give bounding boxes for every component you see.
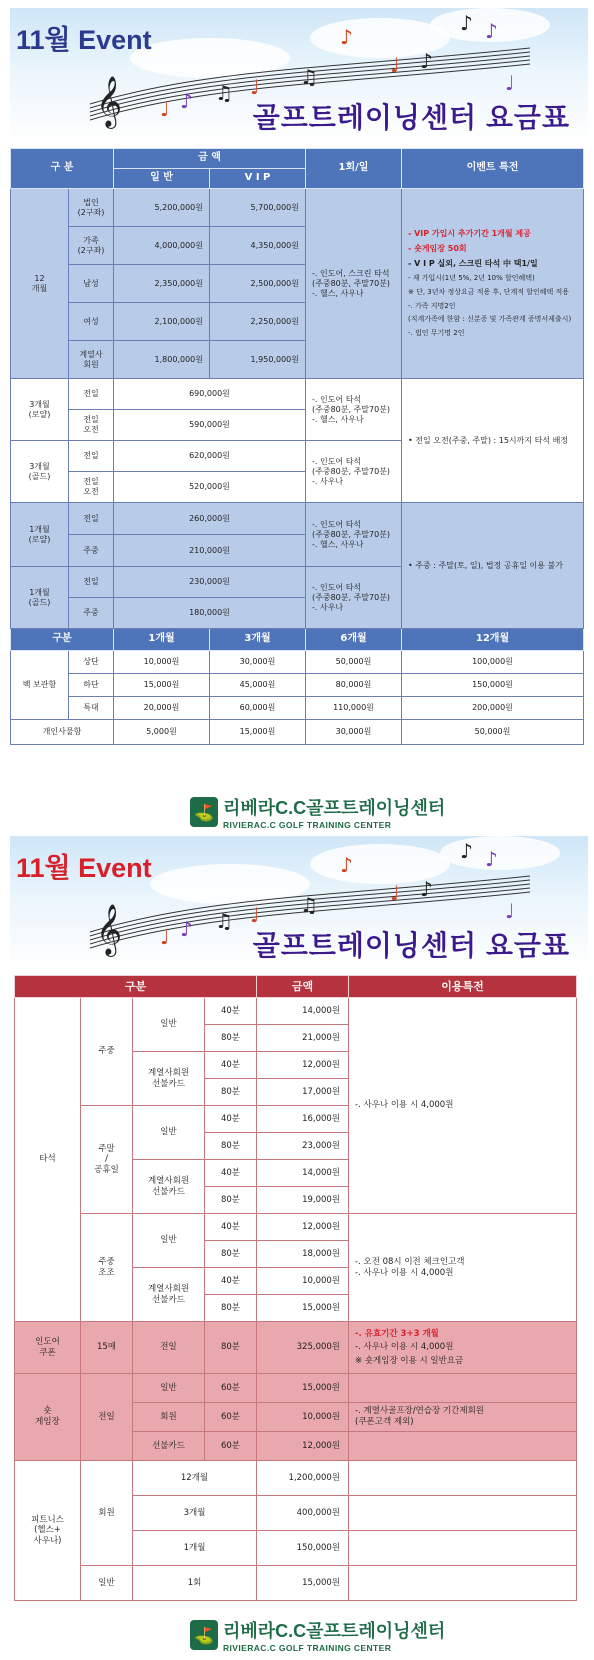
price: 60,000원: [210, 697, 306, 720]
svg-text:♩: ♩: [390, 881, 400, 905]
benefit-empty: [349, 1531, 577, 1566]
price: 15,000원: [210, 720, 306, 745]
category-fitness: 피트니스 (헬스+ 사우나): [15, 1461, 81, 1601]
price: 230,000원: [114, 567, 306, 598]
duration: 40분: [205, 998, 257, 1025]
svg-text:♪: ♪: [460, 11, 473, 35]
event-benefits: • 전일 오전(주중, 주말) : 15시까지 타석 배정: [402, 379, 584, 503]
price: 260,000원: [114, 503, 306, 535]
header-vip: V I P: [210, 169, 306, 189]
duration: 60분: [205, 1432, 257, 1461]
header-benefit: 이벤트 특전: [402, 149, 584, 189]
category-short-game: 숏 게임장: [15, 1374, 81, 1461]
benefit-line: -. 유효기간 3+3 개월: [355, 1328, 439, 1339]
svg-text:♩: ♩: [250, 75, 260, 99]
svg-text:♫: ♫: [300, 893, 318, 917]
benefit-empty: [349, 1496, 577, 1531]
header-group: 구 분: [11, 149, 114, 189]
price: 14,000원: [257, 1160, 349, 1187]
benefit: -. 계열사골프장/연습장 기간제회원 (쿠폰고객 제외): [349, 1403, 577, 1432]
benefit-line: - VIP 가입시 추가기간 1개월 제공: [408, 229, 531, 239]
price: 110,000원: [306, 697, 402, 720]
locker-position: 상단: [69, 651, 114, 674]
membership-price-table: [10, 148, 584, 745]
logo-english: RIVIERAC.C GOLF TRAINING CENTER: [223, 1643, 392, 1653]
duration: 80분: [205, 1079, 257, 1106]
duration: 80분: [205, 1322, 257, 1374]
locker-position: 특대: [69, 697, 114, 720]
page-title: 골프트레이닝센터 요금표: [252, 102, 570, 133]
page-title: 골프트레이닝센터 요금표: [252, 930, 570, 961]
price: 200,000원: [402, 697, 584, 720]
day-type: 주중: [81, 998, 133, 1106]
price: 18,000원: [257, 1241, 349, 1268]
price: 10,000원: [257, 1268, 349, 1295]
price-general: 5,200,000원: [114, 189, 210, 227]
svg-text:♪: ♪: [180, 89, 193, 113]
price: 80,000원: [306, 674, 402, 697]
period: 1개월: [133, 1531, 257, 1566]
price: 50,000원: [306, 651, 402, 674]
logo-korean: 리베라C.C골프트레이닝센터: [223, 1621, 446, 1641]
duration: 40분: [205, 1106, 257, 1133]
price: 15,000원: [257, 1566, 349, 1601]
locker-position: 하단: [69, 674, 114, 697]
benefit-line: ※ 단, 3년차 정상요금 적용 후, 단계적 할인혜택 적용: [408, 287, 570, 296]
price: 15,000원: [114, 674, 210, 697]
daily-benefit: -. 인도어 타석 (주중80분, 주말70분) -. 헬스, 사우나: [306, 503, 402, 567]
price-vip: 2,500,000원: [210, 265, 306, 303]
member-type: 선불카드: [133, 1432, 205, 1461]
price: 325,000원: [257, 1322, 349, 1374]
header-group: 구분: [15, 976, 257, 998]
daily-benefit: -. 인도어, 스크린 타석 (주중80분, 주말70분) -. 헬스, 사우나: [306, 189, 402, 379]
personal-locker-label: 개인사물함: [11, 720, 114, 745]
time-type: 전일: [69, 379, 114, 410]
benefit-line: - 숏게임장 50회: [408, 244, 467, 254]
svg-text:♪: ♪: [340, 853, 353, 877]
duration: 80분: [205, 1025, 257, 1052]
member-type: 계열사회원 선불카드: [133, 1268, 205, 1322]
price: 30,000원: [306, 720, 402, 745]
svg-text:𝄞: 𝄞: [96, 904, 123, 955]
logo-korean: 리베라C.C골프트레이닝센터: [223, 798, 446, 818]
duration: 60분: [205, 1403, 257, 1432]
event-benefits: • 주중 : 주말(토, 일), 법정 공휴일 이용 불가: [402, 503, 584, 629]
category-coupon: 인도어 쿠폰: [15, 1322, 81, 1374]
svg-text:♪: ♪: [180, 917, 193, 941]
member-type: 회원: [133, 1403, 205, 1432]
svg-text:♩: ♩: [390, 53, 400, 77]
price: 14,000원: [257, 998, 349, 1025]
svg-text:𝄞: 𝄞: [96, 76, 123, 127]
center-logo: [190, 1617, 445, 1653]
benefit: -. 사우나 이용 시 4,000원: [349, 998, 577, 1214]
day-type: 전일: [81, 1374, 133, 1461]
header-amount: 금 액: [114, 149, 306, 169]
locker-header-3m: 3개월: [210, 629, 306, 651]
member-type: 일반: [133, 1374, 205, 1403]
price: 15,000원: [257, 1374, 349, 1403]
member-type: 법인 (2구좌): [69, 189, 114, 227]
price: 15,000원: [257, 1295, 349, 1322]
price: 100,000원: [402, 651, 584, 674]
member-type: 계열사 회원: [69, 341, 114, 379]
time-type: 전일: [69, 503, 114, 535]
price-vip: 1,950,000원: [210, 341, 306, 379]
event-label: 11월 Event: [16, 25, 152, 55]
member-type: 일반: [133, 1214, 205, 1268]
duration: 40분: [205, 1160, 257, 1187]
duration: 80분: [205, 1133, 257, 1160]
price-general: 2,100,000원: [114, 303, 210, 341]
event-banner-bottom: [10, 836, 588, 970]
header-general: 일 반: [114, 169, 210, 189]
benefit-line: -. 사우나 이용 시 4,000원: [355, 1342, 454, 1353]
daily-benefit: -. 인도어 타석 (주중80분, 주말70분) -. 헬스, 사우나: [306, 379, 402, 441]
event-label: 11월 Event: [16, 853, 152, 883]
price: 50,000원: [402, 720, 584, 745]
price: 10,000원: [114, 651, 210, 674]
price: 1,200,000원: [257, 1461, 349, 1496]
period: 1회: [133, 1566, 257, 1601]
daily-benefit: -. 인도어 타석 (주중80분, 주말70분) -. 사우나: [306, 441, 402, 503]
svg-text:♪: ♪: [485, 19, 498, 43]
coupon-count: 15매: [81, 1322, 133, 1374]
svg-text:♫: ♫: [300, 65, 318, 89]
duration: 40분: [205, 1268, 257, 1295]
svg-text:♪: ♪: [460, 839, 473, 863]
daily-benefit: -. 인도어 타석 (주중80분, 주말70분) -. 사우나: [306, 567, 402, 629]
member-type: 일반: [133, 998, 205, 1052]
price: 19,000원: [257, 1187, 349, 1214]
category-tasuk: 타석: [15, 998, 81, 1322]
event-banner-top: [10, 8, 588, 142]
period-3m-gold: 3개월 (골드): [11, 441, 69, 503]
period: 3개월: [133, 1496, 257, 1531]
benefit-empty: [349, 1461, 577, 1496]
day-type: 주중 조조: [81, 1214, 133, 1322]
price: 12,000원: [257, 1052, 349, 1079]
period: 12개월: [133, 1461, 257, 1496]
member-type: 가족 (2구좌): [69, 227, 114, 265]
locker-header-12m: 12개월: [402, 629, 584, 651]
price: 180,000원: [114, 598, 306, 629]
benefit: [349, 1322, 577, 1374]
member-type: 일반: [81, 1566, 133, 1601]
svg-text:♪: ♪: [340, 25, 353, 49]
benefit-line: -. 가족 지명2인: [408, 301, 456, 310]
price: 150,000원: [257, 1531, 349, 1566]
locker-header-6m: 6개월: [306, 629, 402, 651]
price: 620,000원: [114, 441, 306, 472]
svg-text:♩: ♩: [250, 903, 260, 927]
duration: 80분: [205, 1295, 257, 1322]
price: 23,000원: [257, 1133, 349, 1160]
price: 400,000원: [257, 1496, 349, 1531]
benefit-line: - 재 가입시(1년 5%, 2년 10% 할인혜택): [408, 274, 535, 283]
benefit: -. 오전 08시 이전 체크인고객 -. 사우나 이용 시 4,000원: [349, 1214, 577, 1322]
time-type: 전일: [69, 441, 114, 472]
benefit-line: ※ 숏게임장 이용 시 일반요금: [355, 1355, 464, 1366]
svg-text:♫: ♫: [215, 909, 233, 933]
price: 20,000원: [114, 697, 210, 720]
price: 12,000원: [257, 1432, 349, 1461]
price: 690,000원: [114, 379, 306, 410]
svg-text:♩: ♩: [505, 71, 515, 95]
price: 150,000원: [402, 674, 584, 697]
time-type: 전일 오전: [69, 472, 114, 503]
benefit-line: (직계가족에 한함 : 신분증 및 가족관계 증명서제출시): [408, 315, 572, 324]
day-type: 주말 / 공휴일: [81, 1106, 133, 1214]
svg-text:♩: ♩: [160, 97, 170, 121]
price: 12,000원: [257, 1214, 349, 1241]
duration: 40분: [205, 1214, 257, 1241]
member-type: 회원: [81, 1461, 133, 1566]
logo-english: RIVIERAC.C GOLF TRAINING CENTER: [223, 820, 392, 830]
price-general: 2,350,000원: [114, 265, 210, 303]
header-amount: 금액: [257, 976, 349, 998]
svg-text:♪: ♪: [420, 877, 433, 901]
benefit-line: - V I P 실외, 스크린 타석 中 택1/일: [408, 259, 538, 269]
time-type: 주중: [69, 535, 114, 567]
price: 5,000원: [114, 720, 210, 745]
header-daily: 1회/일: [306, 149, 402, 189]
duration: 80분: [205, 1241, 257, 1268]
price: 10,000원: [257, 1403, 349, 1432]
svg-text:♪: ♪: [485, 847, 498, 871]
member-type: 계열사회원 선불카드: [133, 1052, 205, 1106]
member-type: 일반: [133, 1106, 205, 1160]
member-type: 계열사회원 선불카드: [133, 1160, 205, 1214]
member-type: 여성: [69, 303, 114, 341]
duration: 80분: [205, 1187, 257, 1214]
benefit-empty: [349, 1566, 577, 1601]
price: 520,000원: [114, 472, 306, 503]
svg-text:♩: ♩: [160, 925, 170, 949]
golf-club-logo-icon: ⛳: [190, 797, 218, 827]
period-1m-gold: 1개월 (골드): [11, 567, 69, 629]
price-general: 1,800,000원: [114, 341, 210, 379]
price: 17,000원: [257, 1079, 349, 1106]
price: 21,000원: [257, 1025, 349, 1052]
bag-locker-label: 백 보관함: [11, 651, 69, 720]
golf-club-logo-icon: ⛳: [190, 1620, 218, 1650]
price-general: 4,000,000원: [114, 227, 210, 265]
coupon-type: 전일: [133, 1322, 205, 1374]
facility-price-table: [14, 975, 577, 1601]
header-benefit: 이용특전: [349, 976, 577, 998]
benefit-line: -. 법인 무기명 2인: [408, 329, 465, 338]
member-type: 남성: [69, 265, 114, 303]
period-3m-royal: 3개월 (로얄): [11, 379, 69, 441]
price: 45,000원: [210, 674, 306, 697]
price-vip: 5,700,000원: [210, 189, 306, 227]
period-12m: 12 개월: [11, 189, 69, 379]
event-benefits: [402, 189, 584, 379]
duration: 60분: [205, 1374, 257, 1403]
benefit-empty: [349, 1374, 577, 1403]
price: 590,000원: [114, 410, 306, 441]
price: 210,000원: [114, 535, 306, 567]
price: 16,000원: [257, 1106, 349, 1133]
benefit-empty: [349, 1432, 577, 1461]
time-type: 전일 오전: [69, 410, 114, 441]
locker-header-1m: 1개월: [114, 629, 210, 651]
svg-text:♫: ♫: [215, 81, 233, 105]
time-type: 전일: [69, 567, 114, 598]
center-logo: [190, 794, 445, 830]
duration: 40분: [205, 1052, 257, 1079]
period-1m-royal: 1개월 (로얄): [11, 503, 69, 567]
svg-text:♩: ♩: [505, 899, 515, 923]
svg-text:♪: ♪: [420, 49, 433, 73]
price-vip: 2,250,000원: [210, 303, 306, 341]
time-type: 주중: [69, 598, 114, 629]
price: 30,000원: [210, 651, 306, 674]
price-vip: 4,350,000원: [210, 227, 306, 265]
locker-header-group: 구분: [11, 629, 114, 651]
